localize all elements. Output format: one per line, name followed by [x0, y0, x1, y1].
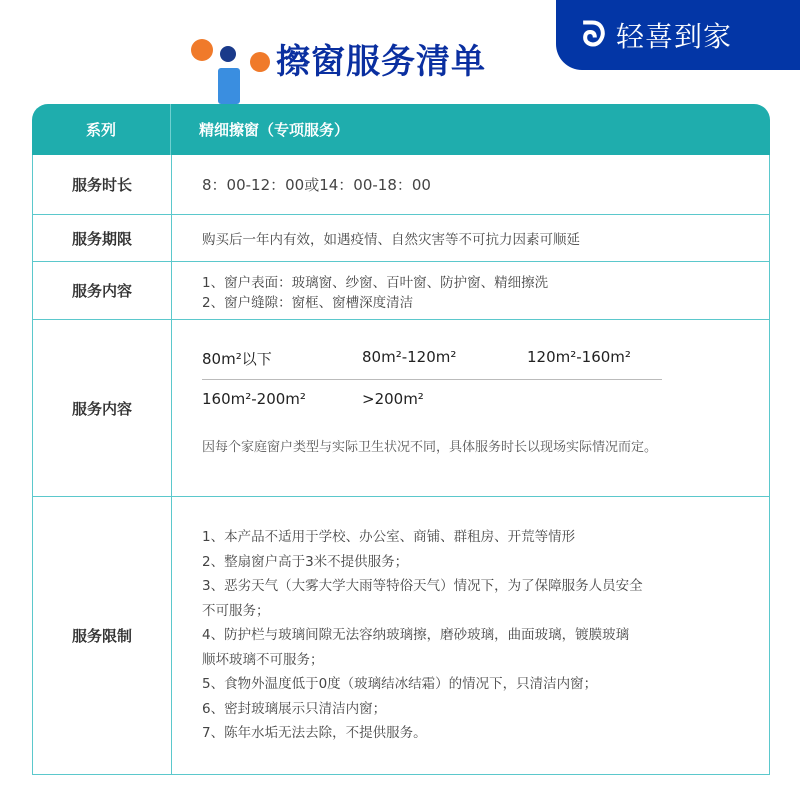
mascot-illustration: [188, 38, 274, 104]
brand-name: 轻喜到家: [615, 20, 732, 53]
row-label: 服务时长: [33, 155, 172, 214]
table-row: [32, 215, 770, 262]
row-value: [172, 262, 769, 319]
size-option: 120m²-160m²: [527, 348, 631, 366]
header-value: 精细擦窗（专项服务）: [199, 121, 350, 139]
row-label: 服务内容: [33, 320, 172, 496]
size-option: 160m²-200m²: [202, 390, 306, 408]
content-line: 2、整扇窗户高于3米不提供服务；: [202, 553, 409, 570]
size-option: 80m²-120m²: [362, 348, 457, 366]
content-line: 5、食物外温度低于0度（玻璃结冰结霜）的情况下，只清洁内窗；: [202, 676, 598, 693]
note: 因每个家庭窗户类型与实际卫生状况不同，具体服务时长以现场实际情况而定。: [202, 440, 658, 455]
content-line: 顺坏玻璃不可服务；: [202, 651, 324, 668]
table-row: [32, 262, 770, 320]
row-value: [172, 320, 769, 496]
table-row: [32, 497, 770, 775]
row-label: 服务内容: [33, 262, 172, 319]
row-value: 购买后一年内有效，如遇疫情、自然灾害等不可抗力因素可顺延: [202, 232, 580, 248]
header-label: 系列: [32, 104, 171, 155]
size-options: [202, 338, 662, 379]
service-table: [32, 104, 770, 775]
page-title: 擦窗服务清单: [276, 42, 486, 82]
table-row: [32, 155, 770, 215]
content-line: 不可服务；: [202, 602, 270, 619]
brand-logo: [556, 0, 800, 70]
size-options: [202, 380, 662, 418]
size-option: >200m²: [362, 390, 424, 408]
bird-logo-icon: ᘐ: [582, 15, 606, 55]
orange-ball-icon: [250, 52, 270, 72]
content-line: 7、陈年水垢无法去除，不提供服务。: [202, 725, 427, 742]
content-line: 6、密封玻璃展示只清洁内窗；: [202, 700, 387, 717]
content-line: 3、恶劣天气（大雾大学大雨等特俗天气）情况下，为了保障服务人员安全: [202, 578, 643, 595]
content-line: 1、本产品不适用于学校、办公室、商铺、群租房、开荒等情形: [202, 529, 576, 546]
row-value: [172, 497, 769, 774]
row-label: 服务期限: [33, 215, 172, 261]
content-line: 2、窗户缝隙：窗框、窗槽深度清洁: [202, 294, 414, 311]
size-option: 80m²以下: [202, 350, 272, 368]
table-row: [32, 320, 770, 497]
row-label: 服务限制: [33, 497, 172, 774]
row-value: 8：00-12：00或14：00-18：00: [202, 176, 431, 194]
content-line: 4、防护栏与玻璃间隙无法容纳玻璃擦，磨砂玻璃，曲面玻璃，镀膜玻璃: [202, 627, 630, 644]
content-line: 1、窗户表面：玻璃窗、纱窗、百叶窗、防护窗、精细擦洗: [202, 274, 549, 291]
orange-ball-icon: [191, 39, 213, 61]
table-header: [32, 104, 770, 155]
